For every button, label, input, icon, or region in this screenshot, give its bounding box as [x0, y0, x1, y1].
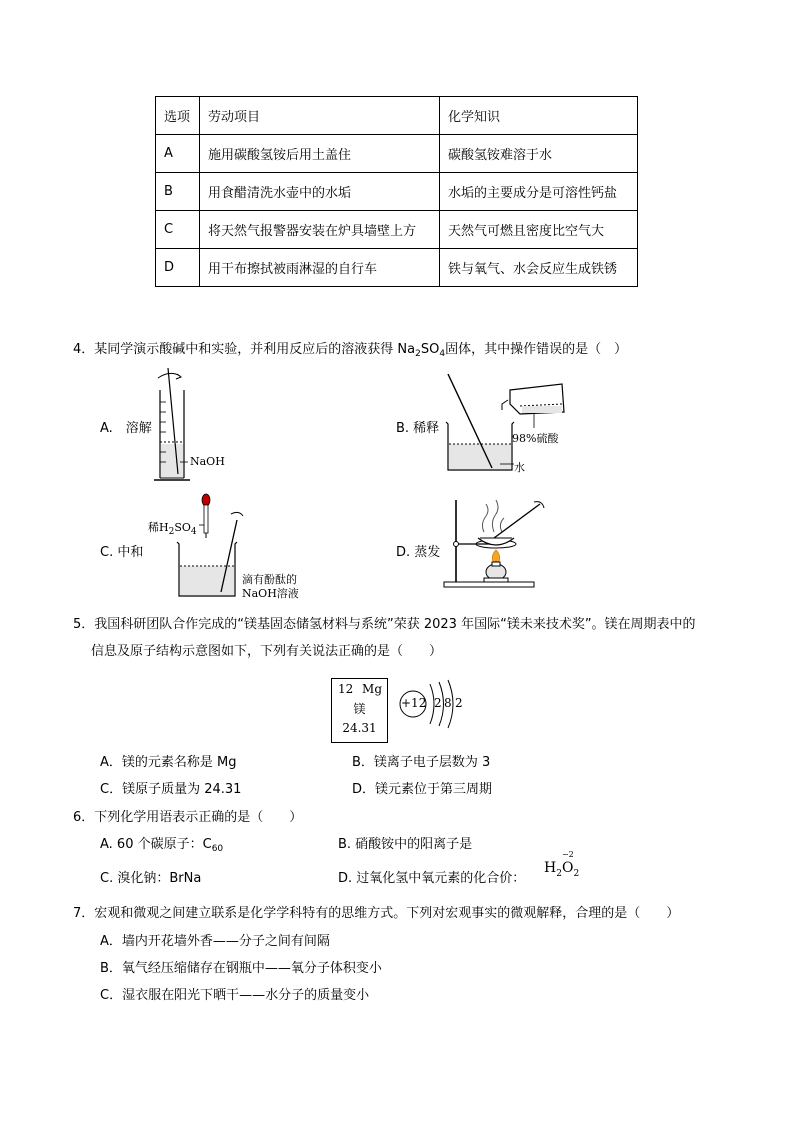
- electron-shell-2: 8: [444, 696, 452, 710]
- q6-option-d[interactable]: [338, 867, 525, 886]
- atomic-mass: 24.31: [342, 721, 377, 735]
- water-label: 水: [514, 461, 525, 474]
- q4-option-b-label: B. 稀释: [396, 421, 440, 436]
- naoh-solution-label: NaOH溶液: [242, 587, 299, 600]
- q5-option-b[interactable]: B．镁离子电子层数为 3: [352, 755, 491, 770]
- table-cell: 施用碳酸氢铵后用土盖住: [200, 135, 440, 173]
- table-cell: B: [156, 173, 200, 211]
- atomic-number: 12: [338, 682, 354, 696]
- table-cell: D: [156, 249, 200, 287]
- q7-option-b[interactable]: B．氧气经压缩储存在钢瓶中——氧分子体积变小: [100, 961, 382, 976]
- table-header-cell: 选项: [156, 97, 200, 135]
- table-row: [156, 173, 638, 211]
- hydrogen-peroxide-formula: [544, 850, 580, 879]
- q6-option-a[interactable]: [100, 833, 223, 854]
- table-header-row: [156, 97, 638, 135]
- oxidation-state: −2: [561, 850, 574, 859]
- q4-option-a-label: A. 溶解: [100, 421, 152, 436]
- electron-shell-1: 2: [434, 696, 442, 710]
- table-cell: 碳酸氢铵难溶于水: [440, 135, 638, 173]
- acid-label-subscript: 2: [168, 527, 175, 537]
- q7-option-c[interactable]: C．湿衣服在阳光下晒干——水分子的质量变小: [100, 988, 370, 1003]
- q4-stem-subscript: 4: [439, 349, 446, 359]
- q7-option-a[interactable]: A．墙内开花墙外香——分子之间有间隔: [100, 934, 330, 949]
- graduated-cylinder-figure: [150, 362, 220, 488]
- formula-h: H: [544, 860, 557, 876]
- q5-option-a[interactable]: A．镁的元素名称是 Mg: [100, 755, 237, 770]
- table-header-cell: 化学知识: [440, 97, 638, 135]
- dilution-beaker-figure: [440, 370, 570, 480]
- acid-label-part: 稀H: [148, 521, 169, 534]
- electron-shell-3: 2: [455, 696, 463, 710]
- q6-option-a-subscript: 60: [211, 844, 224, 854]
- nucleus-charge: +12: [401, 696, 427, 710]
- q5-option-c[interactable]: C．镁原子质量为 24.31: [100, 782, 242, 797]
- table-cell: 天然气可燃且密度比空气大: [440, 211, 638, 249]
- q4-stem-part: SO: [420, 342, 440, 357]
- table-cell: 铁与氧气、水会反应生成铁锈: [440, 249, 638, 287]
- element-symbol: Mg: [362, 682, 382, 696]
- acid-label-part: SO: [174, 521, 191, 534]
- evaporation-figure: [440, 492, 560, 592]
- q6-option-c[interactable]: C. 溴化钠：BrNa: [100, 871, 202, 886]
- q4-stem-part: 4．某同学演示酸碱中和实验，并利用反应后的溶液获得 Na: [73, 342, 416, 357]
- table-cell: 将天然气报警器安装在炉具墙壁上方: [200, 211, 440, 249]
- q4-option-d-label: D. 蒸发: [396, 545, 441, 560]
- labor-chemistry-table: [155, 96, 638, 287]
- q4-stem: [73, 338, 627, 359]
- periodic-table-cell: [331, 678, 388, 743]
- q6-option-d-text: D. 过氧化氢中氧元素的化合价：: [338, 871, 526, 886]
- phenolphthalein-label: 滴有酚酞的: [242, 573, 297, 586]
- q4-stem-part: 固体，其中操作错误的是（ ）: [445, 342, 628, 357]
- formula-h-subscript: 2: [556, 869, 562, 879]
- element-name: 镁: [353, 702, 366, 716]
- table-row: [156, 211, 638, 249]
- naoh-label: NaOH: [190, 455, 225, 468]
- table-cell: 用食醋清洗水壶中的水垢: [200, 173, 440, 211]
- q5-stem-line2: 信息及原子结构示意图如下，下列有关说法正确的是（ ）: [91, 644, 443, 659]
- concentrated-acid-label: 98%硫酸: [512, 432, 559, 445]
- table-header-cell: 劳动项目: [200, 97, 440, 135]
- q6-stem: 6．下列化学用语表示正确的是（ ）: [73, 810, 303, 825]
- q6-option-b[interactable]: B. 硝酸铵中的阳离子是: [338, 837, 473, 852]
- table-row: [156, 135, 638, 173]
- q5-stem-line1: 5．我国科研团队合作完成的“镁基固态储氢材料与系统”荣获 2023 年国际“镁未来技术奖”。镁在周期表中的: [73, 617, 696, 632]
- q4-option-c-label: C. 中和: [100, 545, 144, 560]
- table-cell: A: [156, 135, 200, 173]
- table-row: [156, 249, 638, 287]
- formula-o-subscript: 2: [573, 869, 580, 879]
- acid-label-subscript: 4: [190, 527, 197, 537]
- table-cell: 水垢的主要成分是可溶性钙盐: [440, 173, 638, 211]
- formula-o: O: [561, 860, 574, 876]
- q5-option-d[interactable]: D．镁元素位于第三周期: [352, 782, 493, 797]
- table-cell: 用干布擦拭被雨淋湿的自行车: [200, 249, 440, 287]
- q7-stem: 7．宏观和微观之间建立联系是化学学科特有的思维方式。下列对宏观事实的微观解释，合理的是（ ）: [73, 906, 680, 921]
- q6-option-a-text: A. 60 个碳原子：C: [100, 837, 212, 852]
- table-cell: C: [156, 211, 200, 249]
- q4-stem-subscript: 2: [415, 349, 421, 359]
